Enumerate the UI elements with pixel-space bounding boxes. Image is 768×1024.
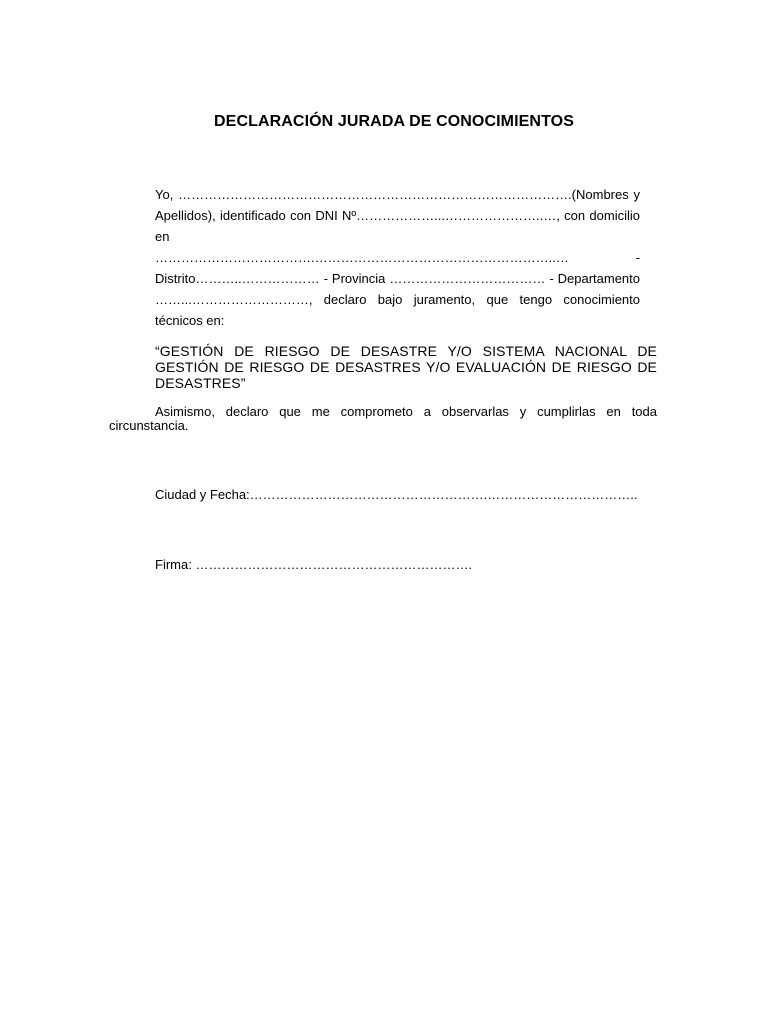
commitment-paragraph — [109, 405, 657, 433]
city-date-line: Ciudad y Fecha:……………………………………………….…………………………….. — [155, 487, 638, 502]
declaration-line: ……...………………………, declaro bajo juramento, que tengo conocimiento — [155, 292, 640, 307]
document-title: DECLARACIÓN JURADA DE CONOCIMIENTOS — [214, 113, 574, 130]
commitment-text: Asimismo, declaro que me comprometo a observarlas y cumplirlas en toda circunstancia. — [109, 404, 657, 433]
declaration-line: técnicos en: — [155, 313, 225, 328]
declaration-line: ……………………………….………………………………………………..… - — [155, 250, 640, 265]
signature-line: Firma: ………………………………………………………. — [155, 557, 473, 572]
declaration-line: Yo, ……………………………………………………………………………….(Nombres y — [155, 187, 640, 202]
declaration-line: Distrito………..……………… - Provincia ……………………………… - Departamento — [155, 271, 640, 286]
declaration-line: Apellidos), identificado con DNI Nº………………...…………………..…, con domicilio en — [155, 208, 640, 244]
knowledge-topic: “GESTIÓN DE RIESGO DE DESASTRE Y/O SISTEMA NACIONAL DE GESTIÓN DE RIESGO DE DESASTRES Y/O EVALUACIÓN DE RIESGO DE DESASTRES” — [155, 343, 657, 391]
declaration-paragraph — [155, 184, 640, 331]
